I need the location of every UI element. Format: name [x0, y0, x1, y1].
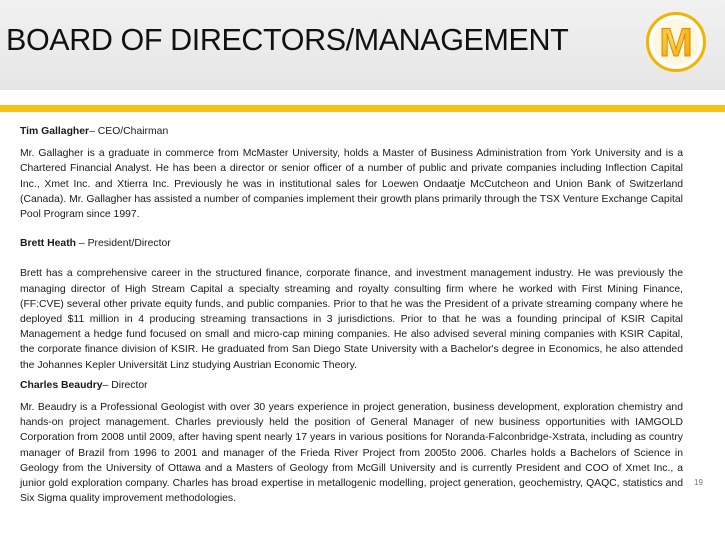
director-entry — [20, 236, 683, 373]
director-bio: Brett has a comprehensive career in the structured finance, corporate finance, and investment management industry. He was previously the managing director of High Stream Capital a specialty streaming and royalty consulting firm where he worked with First Mining Finance, (FF:CVE) several other private equity funds, and public companies. Prior to that he was the President of a private streaming company where he deployed $11 million in 4 producing streaming transactions in 3 jurisdictions. Prior to that he was a founding principal of KSIR Capital Management a hedge fund focused on small and micro-cap mining companies. He also advised several mining companies with KSIR Capital, the corporate finance division of KSIR. He graduated from San Diego State University with a Bachelor's degree in Economics, he also attended the Johannes Kepler Universität Linz studying Austrian Economic Theory. — [20, 268, 683, 371]
director-name: Tim Gallagher — [20, 126, 90, 137]
director-role: – CEO/Chairman — [89, 126, 169, 137]
director-name: Charles Beaudry — [20, 379, 103, 391]
director-name: Brett Heath — [20, 238, 77, 250]
director-role: – Director — [102, 379, 148, 391]
director-bio: Mr. Gallagher is a graduate in commerce from McMaster University, holds a Master of Business Administration from York University and is a Chartered Financial Analyst. He has been a director or senior officer of a number of public and private companies including Inflection Capital Inc., Xmet Inc. and Xtierra Inc. Previously he was in institutional sales for Loewen Ondaatje McCutcheon and Union Bank of Switzerland (Canada). Mr. Gallagher has assisted a number of companies implement their growth plans primarily through the TSX Venture Exchange Capital Pool Program since 1997. — [20, 148, 683, 221]
director-bio: Mr. Beaudry is a Professional Geologist with over 30 years experience in project generation, business development, exploration chemistry and hands-on project management. Charles previously held the position of General Manager of new business opportunities with IAMGOLD Corporation from 2008 until 2009, after having spent nearly 17 years in various positions for Noranda-Falconbridge-Xstrata, including as country manager of Brazil from 1996 to 2001 and manager of the Frieda River Project from 2005to 2006. Charles holds a Bachelors of Science in Geology from the University of Ottawa and a Masters of Geology from McGill University and is currently President and COO of Xmet Inc., a junior gold exploration company. Charles has broad expertise in metallogenic modelling, project generation, geochemistry, QAQC, statistics and Six Sigma quality improvement methodologies. — [20, 402, 683, 505]
directors-list — [20, 124, 683, 506]
director-heading — [20, 378, 683, 393]
page-number: 19 — [694, 478, 703, 487]
header-band — [0, 0, 725, 90]
director-heading — [20, 124, 683, 139]
director-role: – President/Director — [76, 238, 171, 250]
logo-letter: M — [659, 21, 693, 65]
director-entry — [20, 378, 683, 507]
company-logo-icon — [646, 12, 706, 72]
accent-rule — [0, 105, 725, 112]
slide-title: BOARD OF DIRECTORS/MANAGEMENT — [6, 23, 569, 57]
director-entry — [20, 124, 683, 222]
director-heading — [20, 236, 683, 251]
